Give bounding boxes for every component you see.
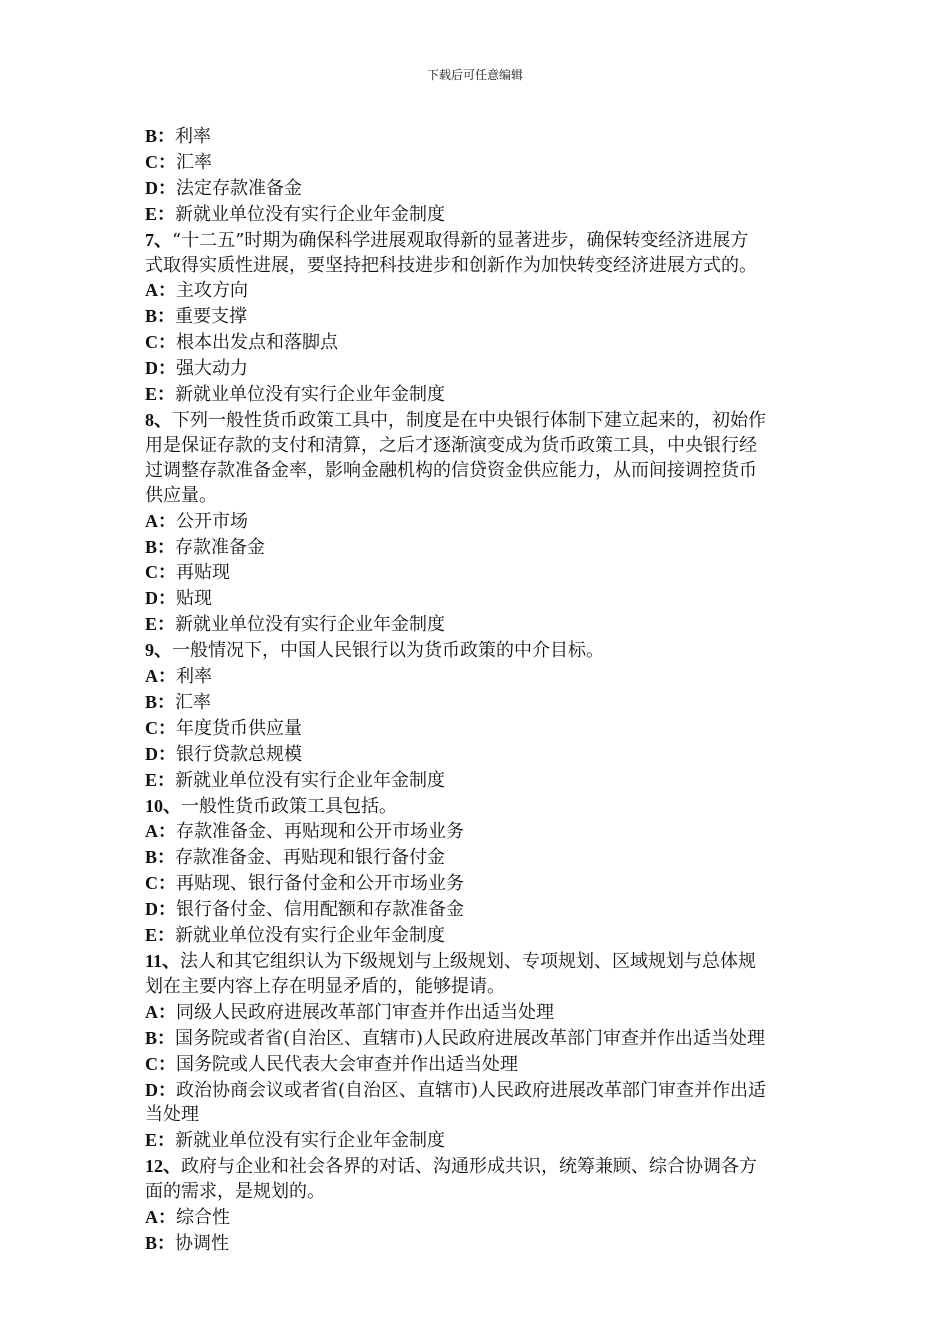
line-label: 10、 bbox=[145, 795, 181, 816]
line-text: 存款准备金 bbox=[175, 536, 266, 558]
text-line bbox=[145, 716, 810, 742]
line-text: 一般情况下，中国人民银行以为货币政策的中介目标。 bbox=[172, 640, 604, 662]
text-line bbox=[145, 356, 810, 382]
line-label: B： bbox=[145, 536, 176, 557]
line-text: 国务院或人民代表大会审查并作出适当处理 bbox=[176, 1053, 518, 1075]
line-label: A： bbox=[145, 510, 176, 531]
line-text: 贴现 bbox=[176, 588, 212, 610]
text-line bbox=[145, 459, 810, 484]
text-line bbox=[145, 1052, 810, 1078]
line-label: A： bbox=[145, 821, 176, 842]
text-line bbox=[145, 819, 810, 845]
text-line bbox=[145, 278, 810, 304]
line-text: 重要支撑 bbox=[175, 306, 248, 328]
line-label: E： bbox=[145, 384, 176, 405]
text-line bbox=[145, 254, 810, 279]
line-label: B： bbox=[145, 847, 176, 868]
line-text: 存款准备金、再贴现和公开市场业务 bbox=[176, 821, 464, 843]
line-text: 强大动力 bbox=[176, 358, 248, 380]
line-text: 过调整存款准备金率，影响金融机构的信贷资金供应能力，从而间接调控货币 bbox=[145, 459, 757, 481]
line-text: 协调性 bbox=[175, 1232, 230, 1254]
line-label: D： bbox=[145, 743, 176, 764]
line-text: 再贴现、银行备付金和公开市场业务 bbox=[176, 873, 464, 895]
line-label: E： bbox=[145, 203, 176, 224]
line-label: A： bbox=[145, 280, 176, 301]
line-text: 新就业单位没有实行企业年金制度 bbox=[175, 614, 446, 636]
line-label: E： bbox=[145, 614, 176, 635]
line-label: A： bbox=[145, 1207, 176, 1228]
line-text: 新就业单位没有实行企业年金制度 bbox=[175, 769, 446, 791]
line-label: D： bbox=[145, 899, 176, 920]
line-label: D： bbox=[145, 1079, 176, 1100]
text-line bbox=[145, 1180, 810, 1205]
line-text: 汇率 bbox=[175, 691, 212, 713]
line-text: 政府与企业和社会各界的对话、沟通形成共识，统筹兼顾、综合协调各方 bbox=[181, 1156, 757, 1178]
line-text: 综合性 bbox=[176, 1207, 230, 1229]
line-text: 法定存款准备金 bbox=[176, 177, 302, 199]
text-line bbox=[145, 897, 810, 923]
line-text: 面的需求，是规划的。 bbox=[145, 1181, 325, 1203]
text-line bbox=[145, 382, 810, 408]
text-line bbox=[145, 871, 810, 897]
line-text: 划在主要内容上存在明显矛盾的，能够提请。 bbox=[145, 975, 505, 997]
text-line bbox=[145, 1205, 810, 1231]
line-text: 式取得实质性进展，要坚持把科技进步和创新作为加快转变经济进展方式的。 bbox=[145, 254, 757, 276]
text-line bbox=[145, 330, 810, 356]
line-label: E： bbox=[145, 1130, 176, 1151]
text-line bbox=[145, 304, 810, 330]
line-text: 新就业单位没有实行企业年金制度 bbox=[175, 1130, 446, 1152]
line-label: E： bbox=[145, 769, 176, 790]
text-line bbox=[145, 150, 810, 176]
line-label: B： bbox=[145, 126, 176, 146]
text-line bbox=[145, 484, 810, 509]
line-text: 根本出发点和落脚点 bbox=[176, 332, 338, 354]
line-label: 12、 bbox=[145, 1156, 181, 1177]
text-line bbox=[145, 434, 810, 459]
line-text: 政治协商会议或者省(自治区、直辖市)人民政府进展改革部门审查并作出适 bbox=[176, 1079, 767, 1101]
text-line bbox=[145, 202, 810, 228]
text-line bbox=[145, 1231, 810, 1257]
text-line bbox=[145, 1000, 810, 1026]
line-text: 再贴现 bbox=[176, 562, 230, 584]
line-text: 国务院或者省(自治区、直辖市)人民政府进展改革部门审查并作出适当处理 bbox=[175, 1027, 766, 1049]
line-text: 一般性货币政策工具包括。 bbox=[181, 795, 397, 817]
line-label: 11、 bbox=[145, 951, 181, 971]
text-line bbox=[145, 124, 810, 150]
line-text: 利率 bbox=[176, 666, 212, 688]
line-label: B： bbox=[145, 1232, 176, 1253]
text-line bbox=[145, 690, 810, 716]
line-label: B： bbox=[145, 1027, 176, 1048]
text-line bbox=[145, 845, 810, 871]
text-line bbox=[145, 638, 810, 664]
line-label: B： bbox=[145, 691, 176, 712]
text-line bbox=[145, 1026, 810, 1052]
line-text: 同级人民政府进展改革部门审查并作出适当处理 bbox=[176, 1001, 554, 1023]
document-body bbox=[145, 124, 810, 1257]
text-line bbox=[145, 1078, 810, 1104]
text-line bbox=[145, 949, 810, 975]
text-line bbox=[145, 768, 810, 794]
line-text: 下列一般性货币政策工具中，制度是在中央银行体制下建立起来的，初始作 bbox=[172, 409, 766, 431]
line-label: C： bbox=[145, 1053, 176, 1074]
text-line bbox=[145, 612, 810, 638]
line-text: 新就业单位没有实行企业年金制度 bbox=[175, 203, 446, 225]
text-line bbox=[145, 1128, 810, 1154]
line-text: 新就业单位没有实行企业年金制度 bbox=[175, 384, 446, 406]
line-text: 年度货币供应量 bbox=[176, 717, 302, 739]
text-line bbox=[145, 923, 810, 949]
line-label: D： bbox=[145, 588, 176, 609]
line-text: 存款准备金、再贴现和银行备付金 bbox=[175, 847, 446, 869]
line-label: E： bbox=[145, 925, 176, 946]
line-label: D： bbox=[145, 358, 176, 379]
line-text: 新就业单位没有实行企业年金制度 bbox=[175, 925, 446, 947]
line-text: 主攻方向 bbox=[176, 280, 248, 302]
line-text: 法人和其它组织认为下级规划与上级规划、专项规划、区域规划与总体规 bbox=[180, 951, 757, 972]
line-text: 供应量。 bbox=[145, 484, 217, 506]
text-line bbox=[145, 975, 810, 1000]
line-label: 8、 bbox=[145, 409, 172, 430]
line-label: C： bbox=[145, 873, 176, 894]
line-label: 9、 bbox=[145, 640, 172, 661]
line-text: 公开市场 bbox=[176, 510, 248, 532]
text-line bbox=[145, 664, 810, 690]
line-text: 银行备付金、信用配额和存款准备金 bbox=[176, 899, 464, 921]
text-line bbox=[145, 228, 810, 254]
line-label: 7、 bbox=[145, 229, 172, 250]
line-label: C： bbox=[145, 332, 176, 353]
text-line bbox=[145, 560, 810, 586]
text-line bbox=[145, 509, 810, 535]
line-label: C： bbox=[145, 151, 176, 172]
line-label: D： bbox=[145, 177, 176, 198]
text-line bbox=[145, 1154, 810, 1180]
line-label: A： bbox=[145, 666, 176, 687]
line-text: 银行贷款总规模 bbox=[176, 743, 302, 765]
text-line bbox=[145, 742, 810, 768]
line-label: B： bbox=[145, 306, 176, 327]
text-line bbox=[145, 794, 810, 820]
text-line bbox=[145, 586, 810, 612]
page-header: 下载后可任意编辑 bbox=[426, 68, 523, 82]
line-text: 用是保证存款的支付和清算，之后才逐渐演变成为货币政策工具，中央银行经 bbox=[145, 434, 757, 456]
text-line bbox=[145, 408, 810, 434]
text-line bbox=[145, 176, 810, 202]
line-label: C： bbox=[145, 717, 176, 738]
line-label: A： bbox=[145, 1001, 176, 1022]
line-label: C： bbox=[145, 562, 176, 583]
line-text: “十二五”时期为确保科学进展观取得新的显著进步，确保转变经济进展方 bbox=[172, 229, 749, 251]
text-line bbox=[145, 1103, 810, 1128]
line-text: 利率 bbox=[175, 126, 212, 147]
line-text: 汇率 bbox=[176, 151, 212, 173]
text-line bbox=[145, 535, 810, 561]
line-text: 当处理 bbox=[145, 1104, 199, 1126]
